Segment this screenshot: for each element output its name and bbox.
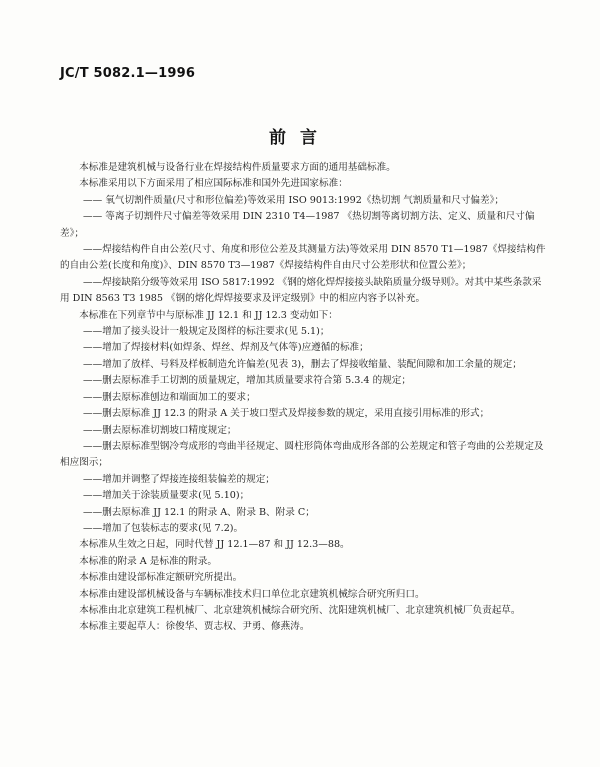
list-item-change: ——删去原标准型钢冷弯成形的弯曲半径规定、圆柱形筒体弯曲成形各部的公差规定和管子弯曲的公差规定及相应图示； [60, 440, 544, 469]
page-title: 前言 [269, 128, 331, 148]
paragraph-appendix: 本标准的附录 A 是标准的附录。 [79, 555, 217, 567]
list-item-change: ——增加了包装标志的要求(见 7.2)。 [83, 522, 244, 534]
list-item-change: ——增加了焊接材料(如焊条、焊丝、焊剂及气体等)应遵循的标准； [83, 342, 369, 354]
paragraph-centralized-unit: 本标准由建设部机械设备与车辆标准技术归口单位北京建筑机械综合研究所归口。 [79, 588, 425, 600]
paragraph-scope: 本标准是建筑机械与设备行业在焊接结构件质量要求方面的通用基础标准。 [79, 162, 396, 173]
list-item-change: ——删去原标准切割坡口精度规定； [83, 424, 237, 436]
list-item-change: ——增加了接头设计一般规定及图样的标注要求(见 5.1)； [83, 326, 330, 338]
list-item-plasma-cutting: —— 等离子切割件尺寸偏差等效采用 DIN 2310 T4—1987 《热切割等离切割方法、定义、质量和尺寸偏差》； [60, 211, 535, 239]
foreword-body [60, 160, 550, 636]
standard-code: JC/T 5082.1—1996 [60, 66, 196, 81]
paragraph-proposer: 本标准由建设部标准定额研究所提出。 [79, 572, 243, 584]
list-item-change: ——删去原标准刨边和端面加工的要求； [83, 391, 256, 403]
paragraph-drafting-units: 本标准由北京建筑工程机械厂、北京建筑机械综合研究所、沈阳建筑机械厂、北京建筑机械厂负责起草。 [79, 604, 521, 616]
list-item-change: ——增加并调整了焊接连接组装偏差的规定； [83, 473, 275, 485]
paragraph-adoption-intro: 本标准采用以下方面采用了相应国际标准和国外先进国家标准： [79, 178, 348, 190]
list-item-change: ——增加了放样、号料及样板制造允许偏差(见表 3)，删去了焊接收缩量、装配间隙和加工余量的规定； [83, 358, 522, 370]
list-item-change: ——删去原标准 JJ 12.1 的附录 A、附录 B、附录 C； [83, 506, 315, 518]
list-item-oxygen-cutting: —— 氧气切割件质量(尺寸和形位偏差)等效采用 ISO 9013:1992《热切割 气割质量和尺寸偏差》； [83, 194, 504, 206]
list-item-free-tolerance: ——焊接结构件自由公差(尺寸、角度和形位公差及其测量方法)等效采用 DIN 8570 T1—1987《焊接结构件的自由公差(长度和角度)》、DIN 8570 T3—1987《焊接结构件自由尺寸公差形状和位置公差》； [60, 244, 546, 272]
paragraph-supersedes: 本标准从生效之日起，同时代替 JJ 12.1—87 和 JJ 12.3—88。 [79, 539, 350, 551]
paragraph-drafters: 本标准主要起草人：徐俊华、贾志权、尹勇、修燕涛。 [79, 621, 310, 633]
list-item-change: ——删去原标准手工切割的质量规定，增加其质量要求符合第 5.3.4 的规定； [83, 375, 411, 387]
paragraph-changes-intro: 本标准在下列章节中与原标准 JJ 12.1 和 JJ 12.3 变动如下： [79, 309, 338, 321]
list-item-defect-grading: ——焊接缺陷分级等效采用 ISO 5817:1992 《钢的熔化焊焊接接头缺陷质量分级导则》。对其中某些条款采用 DIN 8563 T3 1985 《钢的熔化焊焊接要求及评定级别》中的相应内容予以补充。 [60, 276, 542, 305]
list-item-change: ——删去原标准 JJ 12.3 的附录 A 关于坡口型式及焊接参数的规定，采用直接引用标准的形式； [83, 408, 490, 420]
list-item-change: ——增加关于涂装质量要求(见 5.10)； [83, 490, 250, 502]
